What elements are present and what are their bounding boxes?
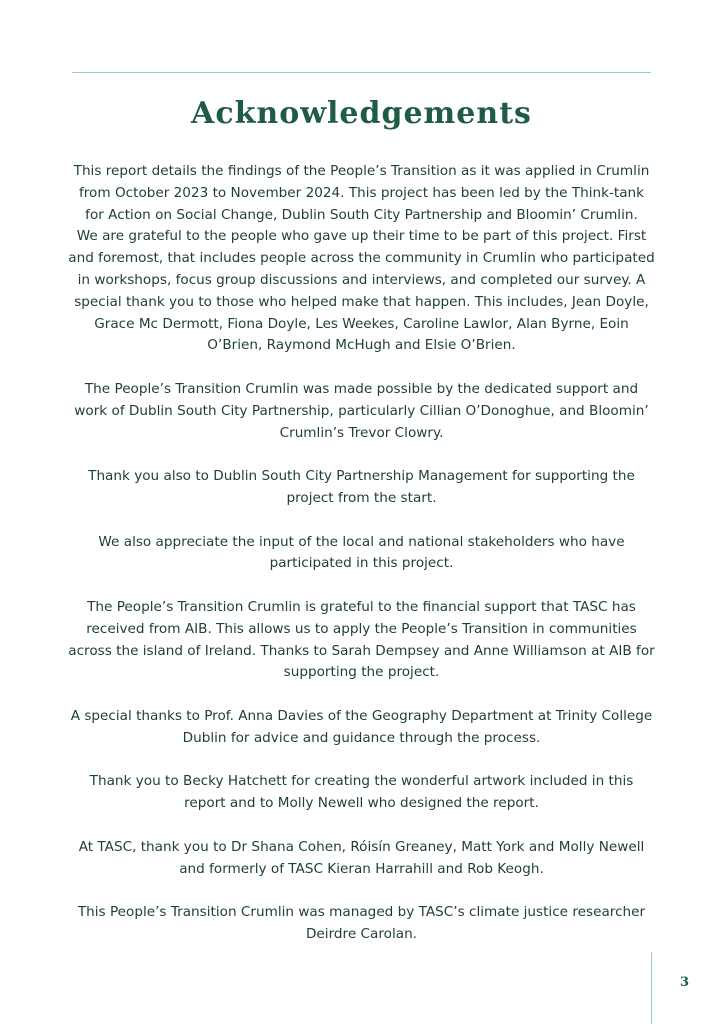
page-number: 3 (680, 975, 690, 990)
paragraph-intro: This report details the findings of the People’s Transition as it was applied in Crumlin from October 2023 to November 2024. This project has been led by the Think-tank for Action on Social Change, Dublin South City Partnership and Bloomin’ Crumlin. (73, 163, 650, 223)
paragraph-management: Thank you also to Dublin South City Partnership Management for supporting the project from the start. (88, 468, 635, 506)
paragraph-funding: The People’s Transition Crumlin is grateful to the financial support that TASC has received from AIB. This allows us to apply the People’s Transition in communities across the island of Ireland. Thanks to Sarah Dempsey and Anne Williamson at AIB for supporting the project. (68, 598, 655, 681)
paragraph-advice: A special thanks to Prof. Anna Davies of the Geography Department at Trinity College Dublin for advice and guidance through the process. (70, 707, 653, 746)
acknowledgements-body (68, 161, 655, 967)
paragraph-stakeholders: We also appreciate the input of the local and national stakeholders who have participated in this project. (98, 533, 625, 572)
paragraph-manager: This People’s Transition Crumlin was managed by TASC’s climate justice researcher Deirdre Carolan. (77, 904, 646, 942)
paragraph-artwork: Thank you to Becky Hatchett for creating the wonderful artwork included in this report and to Molly Newell who designed the report. (89, 773, 634, 812)
paragraph-gratitude: We are grateful to the people who gave up their time to be part of this project. First and foremost, that includes people across the community in Crumlin who participated in workshops, focus group discussions and interviews, and completed our survey. A special thank you to those who helped make that happen. This includes, Jean Doyle, Grace Mc Dermott, Fiona Doyle, Les Weekes, Caroline Lawlor, Alan Byrne, Eoin O’Brien, Raymond McHugh and Elsie O’Brien. (68, 228, 655, 354)
page-title: Acknowledgements (191, 96, 532, 131)
top-divider (72, 72, 651, 73)
paragraph-tasc-team: At TASC, thank you to Dr Shana Cohen, Róisín Greaney, Matt York and Molly Newell and formerly of TASC Kieran Harrahill and Rob Keogh. (78, 838, 645, 877)
footer-divider (651, 952, 652, 1024)
paragraph-partnership: The People’s Transition Crumlin was made possible by the dedicated support and work of Dublin South City Partnership, particularly Cillian O’Donoghue, and Bloomin’ Crumlin’s Trevor Clowry. (74, 380, 649, 441)
